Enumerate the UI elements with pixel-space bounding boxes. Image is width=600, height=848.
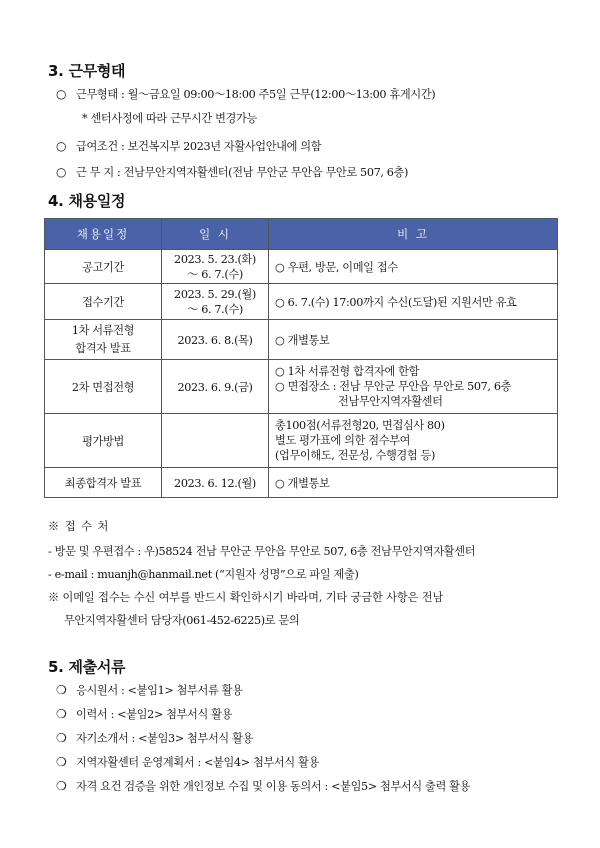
workplace-line bbox=[56, 164, 408, 180]
doc-item bbox=[56, 682, 243, 698]
date-cell bbox=[162, 414, 269, 468]
note-cell: ○ 개별통보 bbox=[269, 320, 558, 360]
table-row bbox=[45, 360, 558, 414]
doc-item bbox=[56, 730, 253, 746]
doc-item-text: 지역자활센터 운영계획서 : <붙임4> 첨부서식 활용 bbox=[76, 756, 319, 769]
date-cell: 2023. 6. 12.(월) bbox=[162, 468, 269, 498]
table-row bbox=[45, 284, 558, 320]
header-note: 비 고 bbox=[269, 219, 558, 250]
table-row bbox=[45, 320, 558, 360]
circle-bullet-icon: ❍ bbox=[56, 683, 67, 697]
workplace-text: 근 무 지 : 전남무안지역자활센터(전남 무안군 무안읍 무안로 507, 6층) bbox=[76, 166, 409, 179]
note-cell: ○ 우편, 방문, 이메일 접수 bbox=[269, 250, 558, 284]
section-5-title: 5. 제출서류 bbox=[48, 658, 126, 676]
doc-item-text: 자격 요건 검증을 위한 개인정보 수집 및 이용 동의서 : <붙임5> 첨부서식 출력 활용 bbox=[76, 780, 471, 793]
note-cell: ○ 1차 서류전형 합격자에 한함 ○ 면접장소 : 전남 무안군 무안읍 무안로 507, 6층 전남무안지역자활센터 bbox=[269, 360, 558, 414]
stage-cell: 공고기간 bbox=[45, 250, 162, 284]
note-cell: 총100점(서류전형20, 면접심사 80) 별도 평가표에 의한 점수부여 (업무이해도, 전문성, 수행경험 등) bbox=[269, 414, 558, 468]
doc-item bbox=[56, 754, 319, 770]
circle-bullet-icon: ❍ bbox=[56, 779, 67, 793]
work-type-line bbox=[56, 86, 435, 102]
reception-title: ※ 접 수 처 bbox=[48, 520, 110, 533]
date-cell: 2023. 6. 9.(금) bbox=[162, 360, 269, 414]
circle-bullet-icon: ❍ bbox=[56, 731, 67, 745]
circle-bullet-icon: ❍ bbox=[56, 755, 67, 769]
section-3-title: 3. 근무형태 bbox=[48, 62, 126, 80]
reception-note: ※ 이메일 접수는 수신 여부를 반드시 확인하시기 바라며, 기타 궁금한 사항은 전남 bbox=[48, 591, 444, 604]
table-row bbox=[45, 414, 558, 468]
note-cell: ○ 개별통보 bbox=[269, 468, 558, 498]
doc-item bbox=[56, 706, 232, 722]
date-cell: 2023. 5. 23.(화) ～ 6. 7.(수) bbox=[162, 250, 269, 284]
date-cell: 2023. 5. 29.(월) ～ 6. 7.(수) bbox=[162, 284, 269, 320]
stage-cell: 접수기간 bbox=[45, 284, 162, 320]
note-cell: ○ 6. 7.(수) 17:00까지 수신(도달)된 지원서만 유효 bbox=[269, 284, 558, 320]
stage-cell: 2차 면접전형 bbox=[45, 360, 162, 414]
circle-bullet-icon: ○ bbox=[56, 87, 67, 101]
circle-bullet-icon: ❍ bbox=[56, 707, 67, 721]
work-time-note: * 센터사정에 따라 근무시간 변경가능 bbox=[82, 112, 257, 125]
doc-item-text: 자기소개서 : <붙임3> 첨부서식 활용 bbox=[76, 732, 254, 745]
stage-cell: 평가방법 bbox=[45, 414, 162, 468]
reception-address: - 방문 및 우편접수 : 우)58524 전남 무안군 무안읍 무안로 507, 6층 전남무안지역자활센터 bbox=[48, 545, 476, 558]
section-4-title: 4. 채용일정 bbox=[48, 192, 126, 210]
stage-cell: 1차 서류전형 합격자 발표 bbox=[45, 320, 162, 360]
doc-item-text: 응시원서 : <붙임1> 첨부서류 활용 bbox=[76, 684, 243, 697]
table-header-row bbox=[45, 219, 558, 250]
table-row bbox=[45, 250, 558, 284]
salary-text: 급여조건 : 보건복지부 2023년 자활사업안내에 의함 bbox=[76, 140, 322, 153]
date-cell: 2023. 6. 8.(목) bbox=[162, 320, 269, 360]
header-date: 일 시 bbox=[162, 219, 269, 250]
doc-item bbox=[56, 778, 470, 794]
circle-bullet-icon: ○ bbox=[56, 165, 67, 179]
reception-contact: 무안지역자활센터 담당자(061-452-6225)로 문의 bbox=[64, 614, 300, 627]
salary-line bbox=[56, 138, 321, 154]
table-row bbox=[45, 468, 558, 498]
doc-item-text: 이력서 : <붙임2> 첨부서식 활용 bbox=[76, 708, 233, 721]
header-stage: 채용일정 bbox=[45, 219, 162, 250]
schedule-table bbox=[44, 218, 558, 498]
circle-bullet-icon: ○ bbox=[56, 139, 67, 153]
reception-email: - e-mail : muanjh@hanmail.net (“지원자 성명”으로 파일 제출) bbox=[48, 568, 359, 581]
stage-cell: 최종합격자 발표 bbox=[45, 468, 162, 498]
work-type-text: 근무형태 : 월～금요일 09:00～18:00 주5일 근무(12:00～13:00 휴게시간) bbox=[76, 88, 436, 101]
